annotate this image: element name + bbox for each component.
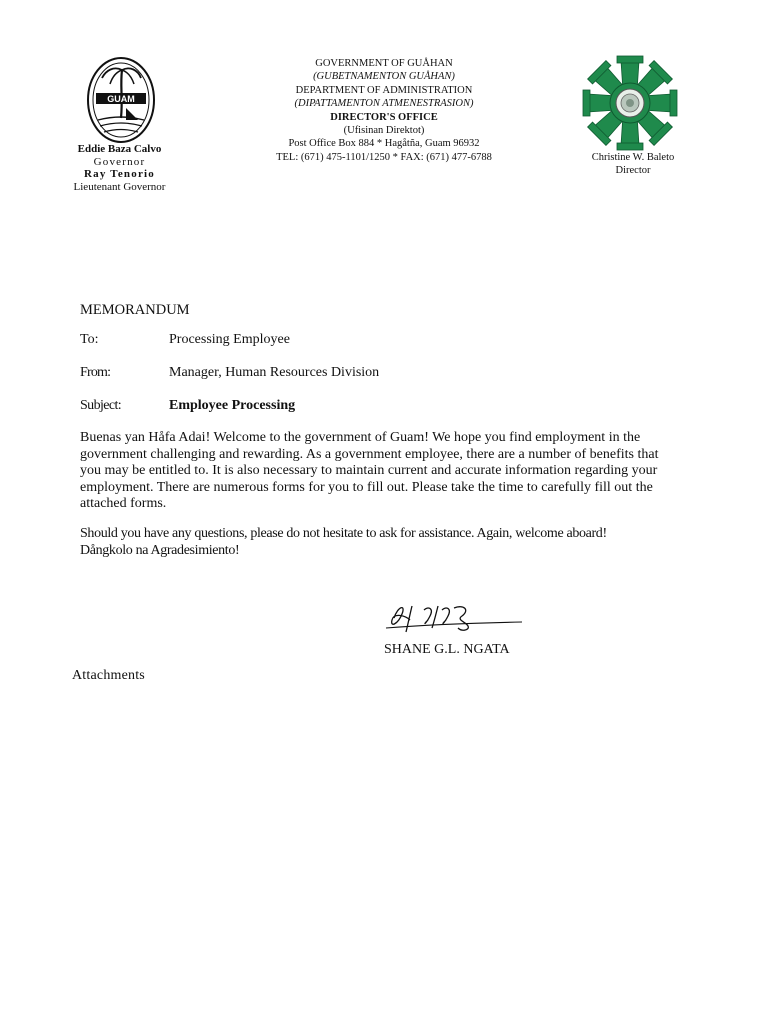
subject-value: Employee Processing (169, 398, 296, 413)
director-title: Director (615, 164, 651, 176)
letterhead-government: GOVERNMENT OF GUÅHAN (315, 58, 453, 69)
from-label: From: (80, 365, 111, 380)
lt-governor-title: Lieutenant Governor (73, 180, 166, 193)
governor-name: Eddie Baza Calvo (77, 143, 162, 155)
guam-seal-icon (86, 56, 156, 144)
governor-block (62, 143, 177, 193)
director-block (578, 152, 688, 177)
letterhead-office: DIRECTOR'S OFFICE (330, 111, 438, 123)
body-paragraph-welcome: Buenas yan Håfa Adai! Welcome to the government of Guam! We hope you find employment in the government challenging and rewarding. As a government employee, there are a number of benefits that you may be entitled to. It is also necessary to maintain current and accurate information regarding your employment. There are numerous forms for you to fill out. Please take the time to carefully fill out the attached forms. (80, 430, 659, 512)
body-paragraph-closing (80, 526, 680, 559)
governor-title: Governor (93, 155, 146, 168)
letterhead-phone: TEL: (671) 475-1101/1250 * FAX: (671) 477-6788 (276, 151, 492, 163)
letterhead-center (250, 57, 518, 164)
guam-seal-text: GUAM (107, 94, 135, 104)
letterhead-department-chamorro: (DIPATTAMENTON ATMENESTRASION) (294, 98, 474, 110)
department-seal-icon (574, 55, 686, 151)
to-label: To: (80, 332, 99, 347)
attachments-label: Attachments (72, 668, 145, 683)
to-value: Processing Employee (169, 332, 290, 347)
from-value: Manager, Human Resources Division (169, 365, 380, 380)
closing-line-thanks: Dångkolo na Agradesimiento! (80, 542, 240, 558)
lt-governor-name: Ray Tenorio (84, 168, 155, 180)
letterhead-address: Post Office Box 884 * Hagåtña, Guam 96932 (288, 138, 480, 150)
handwritten-signature (384, 598, 524, 638)
letterhead-government-chamorro: (GUBETNAMENTON GUÅHAN) (313, 71, 455, 83)
memo-title: MEMORANDUM (80, 302, 190, 318)
signer-name: SHANE G.L. NGATA (384, 642, 510, 657)
letterhead-department: DEPARTMENT OF ADMINISTRATION (295, 84, 473, 96)
letterhead-office-chamorro: (Ufisinan Direktot) (343, 125, 425, 137)
director-name: Christine W. Baleto (591, 152, 675, 163)
closing-line-questions: Should you have any questions, please do not hesitate to ask for assistance. Again, welcome aboard! (80, 526, 607, 541)
subject-label: Subject: (80, 398, 122, 413)
